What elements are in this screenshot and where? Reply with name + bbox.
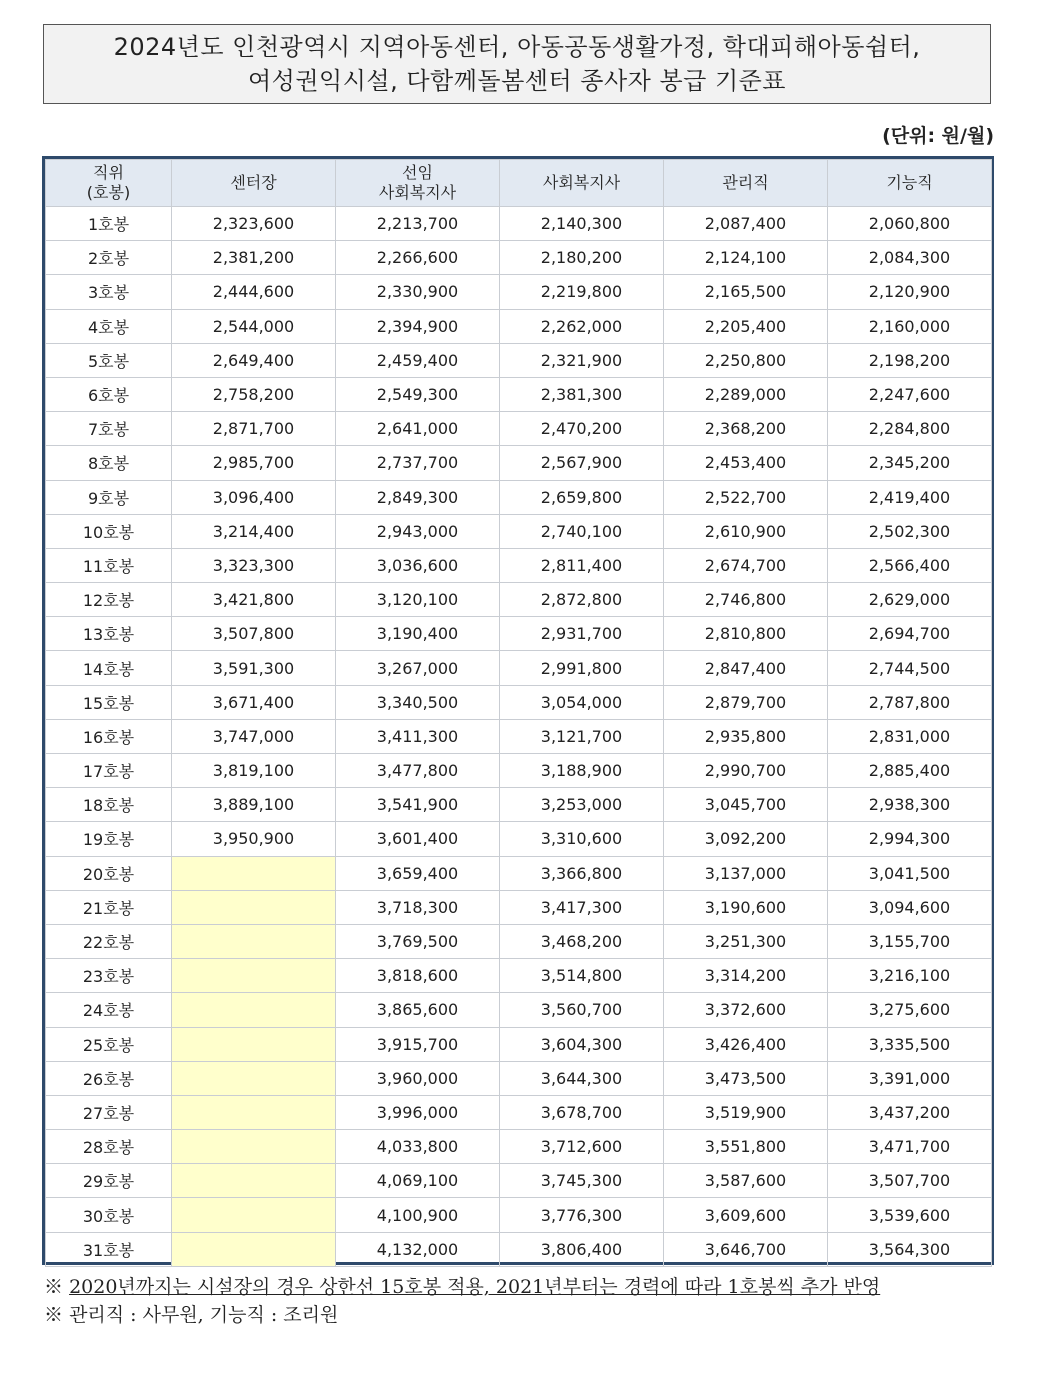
cell-center-director — [172, 1164, 336, 1198]
cell-social-worker: 2,567,900 — [500, 446, 664, 480]
cell-center-director: 3,671,400 — [172, 685, 336, 719]
cell-technical: 3,564,300 — [828, 1232, 992, 1266]
cell-admin: 3,190,600 — [664, 890, 828, 924]
cell-social-worker: 2,381,300 — [500, 377, 664, 411]
cell-admin: 2,124,100 — [664, 241, 828, 275]
cell-senior-social-worker: 3,411,300 — [336, 719, 500, 753]
cell-technical: 2,060,800 — [828, 207, 992, 241]
cell-grade: 24호봉 — [46, 993, 172, 1027]
cell-admin: 2,847,400 — [664, 651, 828, 685]
cell-admin: 3,519,900 — [664, 1095, 828, 1129]
cell-grade: 10호봉 — [46, 514, 172, 548]
cell-grade: 27호봉 — [46, 1095, 172, 1129]
cell-senior-social-worker: 3,818,600 — [336, 959, 500, 993]
table-row — [46, 446, 992, 480]
cell-grade: 13호봉 — [46, 617, 172, 651]
cell-grade: 31호봉 — [46, 1232, 172, 1266]
cell-grade: 20호봉 — [46, 856, 172, 890]
cell-center-director — [172, 1232, 336, 1266]
cell-senior-social-worker: 4,033,800 — [336, 1130, 500, 1164]
cell-admin: 3,609,600 — [664, 1198, 828, 1232]
cell-social-worker: 2,811,400 — [500, 548, 664, 582]
cell-admin: 2,674,700 — [664, 548, 828, 582]
cell-social-worker: 2,180,200 — [500, 241, 664, 275]
cell-technical: 2,345,200 — [828, 446, 992, 480]
table-row — [46, 241, 992, 275]
cell-center-director: 2,649,400 — [172, 343, 336, 377]
cell-grade: 14호봉 — [46, 651, 172, 685]
header-social-worker — [500, 160, 664, 207]
cell-center-director: 3,747,000 — [172, 719, 336, 753]
cell-senior-social-worker: 2,737,700 — [336, 446, 500, 480]
cell-senior-social-worker: 3,601,400 — [336, 822, 500, 856]
cell-center-director — [172, 959, 336, 993]
cell-center-director: 3,819,100 — [172, 754, 336, 788]
header-grade-line1: 직위 — [93, 163, 124, 182]
cell-social-worker: 2,740,100 — [500, 514, 664, 548]
cell-senior-social-worker: 3,659,400 — [336, 856, 500, 890]
table-row — [46, 617, 992, 651]
cell-technical: 2,629,000 — [828, 583, 992, 617]
header-center-director-label: 센터장 — [230, 173, 277, 192]
cell-social-worker: 2,470,200 — [500, 412, 664, 446]
cell-grade: 30호봉 — [46, 1198, 172, 1232]
cell-senior-social-worker: 3,190,400 — [336, 617, 500, 651]
cell-admin: 2,165,500 — [664, 275, 828, 309]
cell-technical: 3,216,100 — [828, 959, 992, 993]
table-row — [46, 685, 992, 719]
cell-social-worker: 3,468,200 — [500, 924, 664, 958]
cell-social-worker: 2,140,300 — [500, 207, 664, 241]
cell-technical: 2,084,300 — [828, 241, 992, 275]
table-row — [46, 959, 992, 993]
table-row — [46, 1232, 992, 1266]
salary-table — [42, 156, 994, 1265]
table-row — [46, 480, 992, 514]
table-row — [46, 788, 992, 822]
cell-social-worker: 3,310,600 — [500, 822, 664, 856]
cell-center-director: 3,214,400 — [172, 514, 336, 548]
cell-technical: 2,502,300 — [828, 514, 992, 548]
cell-social-worker: 3,712,600 — [500, 1130, 664, 1164]
cell-grade: 5호봉 — [46, 343, 172, 377]
cell-social-worker: 3,806,400 — [500, 1232, 664, 1266]
header-senior-social-worker — [336, 160, 500, 207]
cell-social-worker: 2,219,800 — [500, 275, 664, 309]
cell-senior-social-worker: 2,641,000 — [336, 412, 500, 446]
table-row — [46, 1027, 992, 1061]
note-1 — [44, 1273, 1004, 1301]
header-grade-line2: (호봉) — [86, 183, 131, 202]
cell-grade: 23호봉 — [46, 959, 172, 993]
cell-technical: 2,744,500 — [828, 651, 992, 685]
cell-social-worker: 2,659,800 — [500, 480, 664, 514]
cell-center-director — [172, 1130, 336, 1164]
table-row — [46, 1095, 992, 1129]
cell-technical: 2,994,300 — [828, 822, 992, 856]
cell-senior-social-worker: 4,069,100 — [336, 1164, 500, 1198]
header-technical — [828, 160, 992, 207]
table-row — [46, 856, 992, 890]
cell-senior-social-worker: 3,541,900 — [336, 788, 500, 822]
cell-admin: 2,522,700 — [664, 480, 828, 514]
cell-center-director — [172, 1027, 336, 1061]
cell-social-worker: 2,872,800 — [500, 583, 664, 617]
cell-social-worker: 2,321,900 — [500, 343, 664, 377]
cell-grade: 4호봉 — [46, 309, 172, 343]
cell-technical: 3,041,500 — [828, 856, 992, 890]
cell-grade: 3호봉 — [46, 275, 172, 309]
cell-center-director — [172, 924, 336, 958]
cell-senior-social-worker: 2,394,900 — [336, 309, 500, 343]
table-row — [46, 651, 992, 685]
table-row — [46, 583, 992, 617]
cell-senior-social-worker: 3,036,600 — [336, 548, 500, 582]
cell-center-director: 3,323,300 — [172, 548, 336, 582]
cell-center-director: 3,507,800 — [172, 617, 336, 651]
cell-admin: 3,092,200 — [664, 822, 828, 856]
table-row — [46, 719, 992, 753]
cell-grade: 17호봉 — [46, 754, 172, 788]
title-line-2: 여성권익시설, 다함께돌봄센터 종사자 봉급 기준표 — [247, 67, 786, 95]
cell-social-worker: 3,776,300 — [500, 1198, 664, 1232]
cell-center-director — [172, 1061, 336, 1095]
unit-label: (단위: 원/월) — [882, 125, 994, 147]
cell-grade: 7호봉 — [46, 412, 172, 446]
title-line-1: 2024년도 인천광역시 지역아동센터, 아동공동생활가정, 학대피해아동쉼터, — [113, 33, 921, 61]
cell-center-director: 3,591,300 — [172, 651, 336, 685]
cell-admin: 2,879,700 — [664, 685, 828, 719]
cell-admin: 2,289,000 — [664, 377, 828, 411]
cell-admin: 3,473,500 — [664, 1061, 828, 1095]
cell-technical: 3,539,600 — [828, 1198, 992, 1232]
cell-social-worker: 3,604,300 — [500, 1027, 664, 1061]
table-row — [46, 309, 992, 343]
cell-senior-social-worker: 3,915,700 — [336, 1027, 500, 1061]
cell-social-worker: 2,931,700 — [500, 617, 664, 651]
table-row — [46, 207, 992, 241]
cell-admin: 2,990,700 — [664, 754, 828, 788]
table-row — [46, 343, 992, 377]
cell-technical: 3,335,500 — [828, 1027, 992, 1061]
cell-admin: 2,810,800 — [664, 617, 828, 651]
cell-grade: 8호봉 — [46, 446, 172, 480]
cell-admin: 2,087,400 — [664, 207, 828, 241]
cell-grade: 26호봉 — [46, 1061, 172, 1095]
note-2-text: 관리직 : 사무원, 기능직 : 조리원 — [69, 1304, 339, 1326]
cell-center-director: 2,544,000 — [172, 309, 336, 343]
cell-grade: 25호봉 — [46, 1027, 172, 1061]
header-social-worker-label: 사회복지사 — [542, 173, 621, 192]
cell-grade: 18호봉 — [46, 788, 172, 822]
cell-center-director: 2,381,200 — [172, 241, 336, 275]
cell-grade: 1호봉 — [46, 207, 172, 241]
cell-admin: 3,314,200 — [664, 959, 828, 993]
cell-senior-social-worker: 3,267,000 — [336, 651, 500, 685]
cell-center-director: 3,889,100 — [172, 788, 336, 822]
cell-social-worker: 3,417,300 — [500, 890, 664, 924]
table-row — [46, 754, 992, 788]
table-row — [46, 548, 992, 582]
cell-senior-social-worker: 2,213,700 — [336, 207, 500, 241]
cell-technical: 3,094,600 — [828, 890, 992, 924]
cell-center-director: 2,985,700 — [172, 446, 336, 480]
cell-admin: 3,551,800 — [664, 1130, 828, 1164]
cell-technical: 2,938,300 — [828, 788, 992, 822]
cell-grade: 21호봉 — [46, 890, 172, 924]
table-row — [46, 1061, 992, 1095]
title-box — [43, 24, 991, 104]
cell-admin: 3,045,700 — [664, 788, 828, 822]
cell-social-worker: 3,644,300 — [500, 1061, 664, 1095]
cell-technical: 3,471,700 — [828, 1130, 992, 1164]
note-2-mark: ※ — [44, 1304, 64, 1326]
cell-technical: 2,284,800 — [828, 412, 992, 446]
cell-center-director: 3,950,900 — [172, 822, 336, 856]
header-center-director — [172, 160, 336, 207]
cell-grade: 15호봉 — [46, 685, 172, 719]
cell-admin: 3,646,700 — [664, 1232, 828, 1266]
cell-admin: 3,137,000 — [664, 856, 828, 890]
cell-center-director: 3,421,800 — [172, 583, 336, 617]
cell-center-director — [172, 856, 336, 890]
cell-admin: 2,205,400 — [664, 309, 828, 343]
cell-technical: 3,507,700 — [828, 1164, 992, 1198]
cell-social-worker: 3,678,700 — [500, 1095, 664, 1129]
table-row — [46, 1130, 992, 1164]
cell-center-director: 3,096,400 — [172, 480, 336, 514]
cell-center-director: 2,871,700 — [172, 412, 336, 446]
cell-technical: 3,275,600 — [828, 993, 992, 1027]
cell-admin: 2,746,800 — [664, 583, 828, 617]
cell-social-worker: 3,253,000 — [500, 788, 664, 822]
cell-admin: 3,251,300 — [664, 924, 828, 958]
cell-senior-social-worker: 4,100,900 — [336, 1198, 500, 1232]
cell-social-worker: 2,991,800 — [500, 651, 664, 685]
table-row — [46, 377, 992, 411]
cell-senior-social-worker: 2,330,900 — [336, 275, 500, 309]
cell-technical: 2,247,600 — [828, 377, 992, 411]
cell-senior-social-worker: 2,549,300 — [336, 377, 500, 411]
header-senior-line2: 사회복지사 — [378, 183, 457, 202]
table-row — [46, 890, 992, 924]
cell-admin: 3,372,600 — [664, 993, 828, 1027]
cell-social-worker: 3,560,700 — [500, 993, 664, 1027]
cell-senior-social-worker: 2,459,400 — [336, 343, 500, 377]
header-technical-label: 기능직 — [886, 173, 933, 192]
cell-admin: 3,426,400 — [664, 1027, 828, 1061]
cell-senior-social-worker: 2,849,300 — [336, 480, 500, 514]
cell-senior-social-worker: 2,943,000 — [336, 514, 500, 548]
cell-senior-social-worker: 3,340,500 — [336, 685, 500, 719]
cell-center-director: 2,444,600 — [172, 275, 336, 309]
cell-technical: 2,831,000 — [828, 719, 992, 753]
cell-center-director — [172, 993, 336, 1027]
cell-social-worker: 3,188,900 — [500, 754, 664, 788]
header-row — [46, 160, 992, 207]
header-senior-line1: 선임 — [402, 163, 433, 182]
cell-senior-social-worker: 2,266,600 — [336, 241, 500, 275]
cell-grade: 19호봉 — [46, 822, 172, 856]
cell-technical: 2,160,000 — [828, 309, 992, 343]
cell-grade: 11호봉 — [46, 548, 172, 582]
cell-senior-social-worker: 3,996,000 — [336, 1095, 500, 1129]
cell-admin: 3,587,600 — [664, 1164, 828, 1198]
cell-senior-social-worker: 3,718,300 — [336, 890, 500, 924]
cell-center-director — [172, 1095, 336, 1129]
table-row — [46, 412, 992, 446]
cell-admin: 2,935,800 — [664, 719, 828, 753]
cell-senior-social-worker: 3,120,100 — [336, 583, 500, 617]
note-2 — [44, 1301, 1004, 1329]
cell-center-director — [172, 1198, 336, 1232]
cell-senior-social-worker: 4,132,000 — [336, 1232, 500, 1266]
cell-senior-social-worker: 3,477,800 — [336, 754, 500, 788]
cell-grade: 9호봉 — [46, 480, 172, 514]
header-admin — [664, 160, 828, 207]
cell-center-director — [172, 890, 336, 924]
header-admin-label: 관리직 — [722, 173, 769, 192]
table-row — [46, 1164, 992, 1198]
cell-technical: 2,885,400 — [828, 754, 992, 788]
cell-grade: 2호봉 — [46, 241, 172, 275]
cell-admin: 2,368,200 — [664, 412, 828, 446]
table-row — [46, 275, 992, 309]
cell-admin: 2,453,400 — [664, 446, 828, 480]
cell-grade: 28호봉 — [46, 1130, 172, 1164]
cell-social-worker: 3,745,300 — [500, 1164, 664, 1198]
cell-grade: 6호봉 — [46, 377, 172, 411]
note-1-text: 2020년까지는 시설장의 경우 상한선 15호봉 적용, 2021년부터는 경력에 따라 1호봉씩 추가 반영 — [69, 1276, 881, 1298]
cell-social-worker: 3,514,800 — [500, 959, 664, 993]
table-row — [46, 514, 992, 548]
header-grade — [46, 160, 172, 207]
cell-senior-social-worker: 3,769,500 — [336, 924, 500, 958]
table-row — [46, 924, 992, 958]
notes — [44, 1273, 1004, 1329]
cell-technical: 2,694,700 — [828, 617, 992, 651]
cell-technical: 3,437,200 — [828, 1095, 992, 1129]
cell-center-director: 2,758,200 — [172, 377, 336, 411]
cell-center-director: 2,323,600 — [172, 207, 336, 241]
cell-social-worker: 3,366,800 — [500, 856, 664, 890]
cell-social-worker: 2,262,000 — [500, 309, 664, 343]
cell-technical: 3,155,700 — [828, 924, 992, 958]
table-row — [46, 1198, 992, 1232]
cell-technical: 2,120,900 — [828, 275, 992, 309]
cell-technical: 3,391,000 — [828, 1061, 992, 1095]
cell-technical: 2,566,400 — [828, 548, 992, 582]
cell-grade: 29호봉 — [46, 1164, 172, 1198]
cell-senior-social-worker: 3,865,600 — [336, 993, 500, 1027]
cell-admin: 2,250,800 — [664, 343, 828, 377]
cell-technical: 2,787,800 — [828, 685, 992, 719]
cell-social-worker: 3,054,000 — [500, 685, 664, 719]
table-row — [46, 993, 992, 1027]
cell-technical: 2,419,400 — [828, 480, 992, 514]
cell-admin: 2,610,900 — [664, 514, 828, 548]
cell-senior-social-worker: 3,960,000 — [336, 1061, 500, 1095]
cell-technical: 2,198,200 — [828, 343, 992, 377]
table-row — [46, 822, 992, 856]
cell-grade: 22호봉 — [46, 924, 172, 958]
note-1-mark: ※ — [44, 1276, 64, 1298]
cell-grade: 16호봉 — [46, 719, 172, 753]
cell-social-worker: 3,121,700 — [500, 719, 664, 753]
cell-grade: 12호봉 — [46, 583, 172, 617]
